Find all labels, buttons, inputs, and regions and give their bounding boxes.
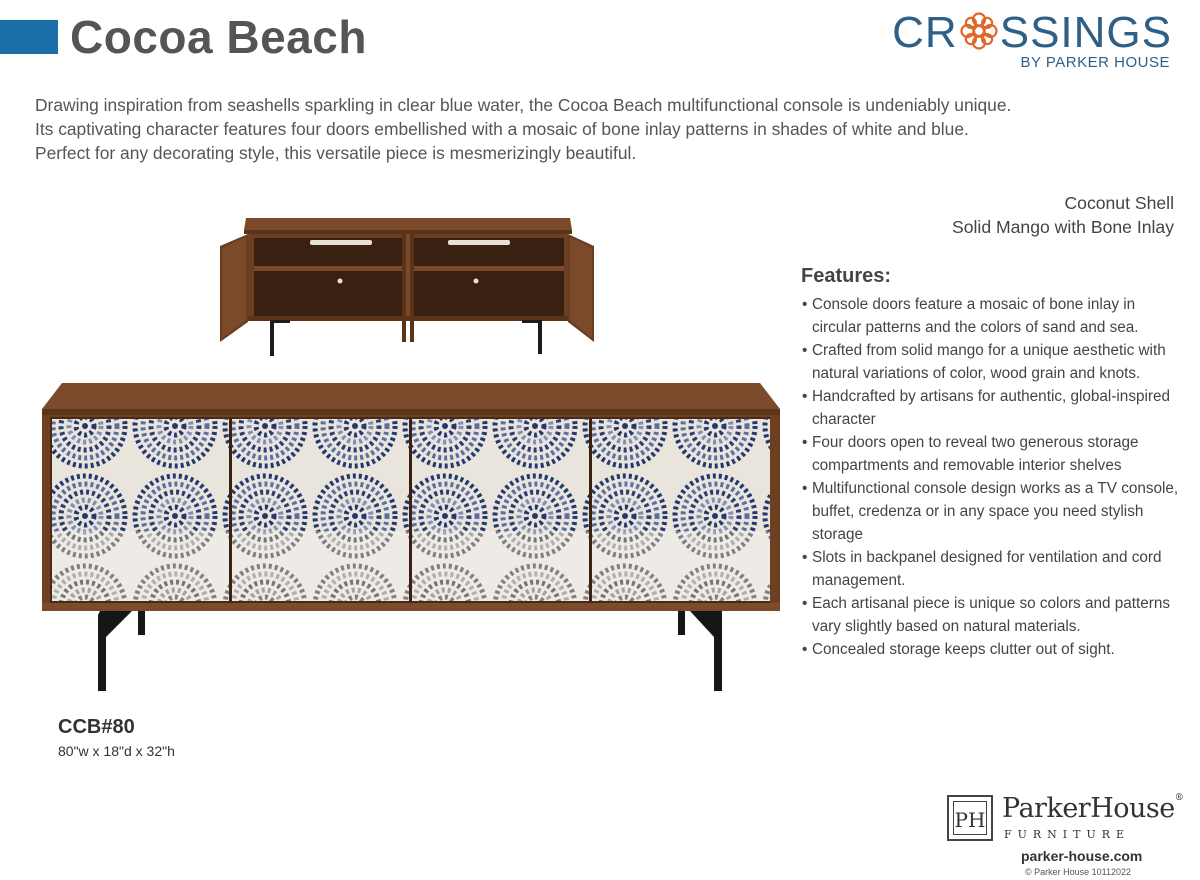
feature-item: • Crafted from solid mango for a unique aesthetic with natural variations of color, wood grain and knots. (802, 339, 1182, 385)
features-list (802, 293, 1182, 661)
feature-item: • Slots in backpanel designed for ventilation and cord management. (802, 546, 1182, 592)
console-closed-image (40, 381, 782, 693)
ph-monogram-text: PH (953, 801, 987, 835)
feature-item: • Four doors open to reveal two generous storage compartments and removable interior shelves (802, 431, 1182, 477)
bullet-icon: • (802, 342, 808, 359)
feature-item: • Multifunctional console design works as a TV console, buffet, credenza or in any space you need stylish storage (802, 477, 1182, 546)
bullet-icon: • (802, 641, 808, 658)
product-sku: CCB#80 (58, 716, 135, 738)
intro-line: Drawing inspiration from seashells sparkling in clear blue water, the Cocoa Beach multifunctional console is undeniably unique. (35, 95, 1012, 115)
feature-item: • Console doors feature a mosaic of bone inlay in circular patterns and the colors of sand and sea. (802, 293, 1182, 339)
bullet-icon: • (802, 480, 808, 497)
crossings-logo (892, 8, 1172, 74)
ph-logo-subtitle: FURNITURE (1004, 828, 1131, 841)
ornament-o-icon (959, 11, 999, 51)
intro-paragraph (35, 93, 1185, 165)
feature-item: • Each artisanal piece is unique so colors and patterns vary slightly based on natural materials. (802, 592, 1182, 638)
product-dimensions: 80"w x 18"d x 32"h (58, 743, 175, 759)
finish-info (952, 191, 1174, 239)
feature-item: • Handcrafted by artisans for authentic, global-inspired character (802, 385, 1182, 431)
ph-monogram-icon (947, 795, 993, 841)
finish-material: Solid Mango with Bone Inlay (951, 217, 1174, 237)
bullet-icon: • (802, 388, 808, 405)
parker-house-logo (947, 793, 1184, 843)
finish-color: Coconut Shell (1064, 193, 1174, 213)
page-title: Cocoa Beach (70, 11, 367, 63)
website-link[interactable]: parker-house.com (1021, 848, 1143, 864)
feature-item: • Concealed storage keeps clutter out of sight. (802, 638, 1182, 661)
bullet-icon: • (802, 434, 808, 451)
bullet-icon: • (802, 296, 808, 313)
title-accent-bar (0, 20, 58, 54)
ph-logo-name: ParkerHouse® (1002, 793, 1184, 824)
crossings-logo-subtitle: BY PARKER HOUSE (1020, 54, 1170, 71)
intro-line: Perfect for any decorating style, this versatile piece is mesmerizingly beautiful. (35, 143, 637, 163)
console-open-image (218, 216, 596, 358)
crossings-logo-wordmark: CR SSINGS (892, 8, 1172, 57)
registered-icon: ® (1174, 793, 1184, 803)
intro-line: Its captivating character features four doors embellished with a mosaic of bone inlay patterns in shades of white and blue. (35, 119, 969, 139)
bullet-icon: • (802, 549, 808, 566)
bullet-icon: • (802, 595, 808, 612)
copyright-text: © Parker House 10112022 (1025, 867, 1132, 877)
features-heading: Features: (801, 265, 892, 287)
